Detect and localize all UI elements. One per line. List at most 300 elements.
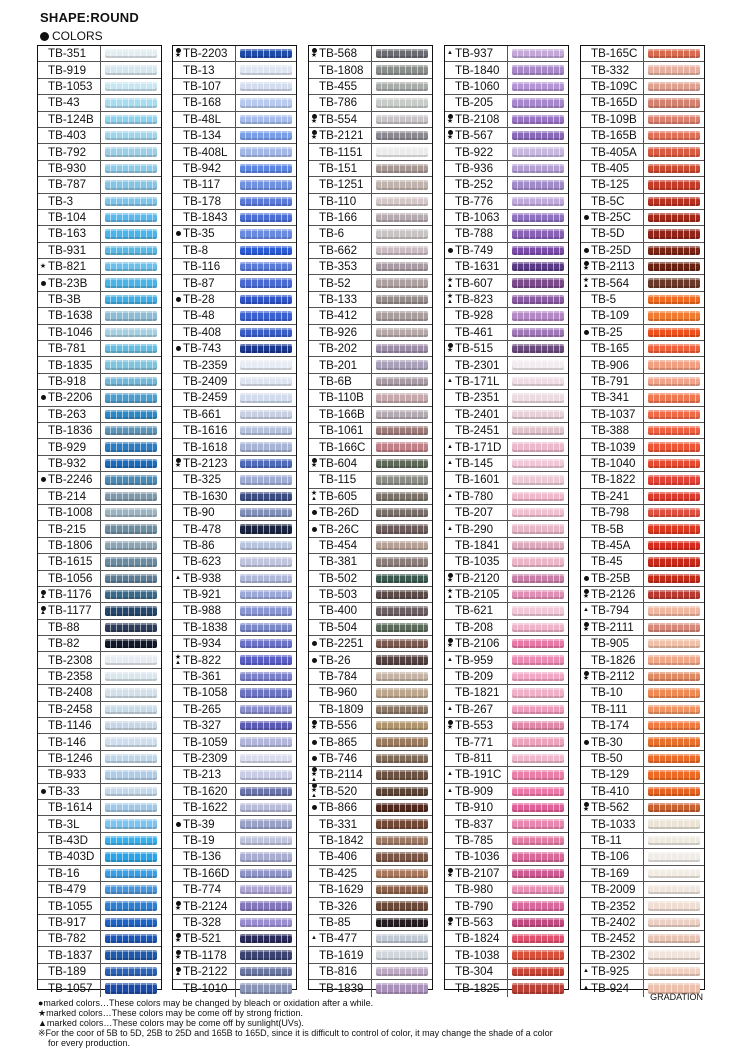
marker-icons [445,379,455,384]
color-code: TB-1837 [48,948,93,962]
dot-marker-icon [312,756,317,761]
bead-strip [240,918,292,927]
color-row [445,636,568,652]
color-label [581,259,644,274]
dot-marker-icon [448,248,453,253]
triangle-marker-icon: ▲ [583,607,589,614]
color-row [38,62,161,78]
shape-title: SHAPE:ROUND [40,10,139,25]
color-swatch [508,357,568,372]
bead-strip [240,672,292,681]
color-code: TB-109C [591,79,638,93]
color-code: TB-792 [48,145,87,159]
color-code: TB-166D [183,866,230,880]
color-swatch [236,784,296,799]
color-label [445,833,508,848]
color-row [38,849,161,865]
color-code: TB-1822 [591,473,636,487]
color-code: TB-405A [591,145,637,159]
color-code: TB-1836 [48,424,93,438]
color-row [581,325,704,341]
color-row [173,308,296,324]
color-row [581,734,704,750]
color-code: TB-2309 [183,751,228,765]
color-code: TB-1151 [319,145,363,159]
color-code: TB-2308 [48,653,93,667]
color-row [309,112,432,128]
color-label [309,194,372,209]
color-row [38,538,161,554]
color-swatch [101,849,161,864]
color-swatch [101,243,161,258]
color-swatch [644,784,704,799]
bead-strip [376,115,428,124]
bead-strip [240,213,292,222]
color-code: TB-479 [48,883,87,897]
color-label [173,144,236,159]
marker-icons [309,510,319,515]
triangle-marker-icon: ▲ [447,525,453,532]
color-swatch [508,603,568,618]
color-swatch [644,226,704,241]
color-swatch [236,489,296,504]
color-swatch [508,767,568,782]
color-label [38,472,101,487]
marker-icons [173,933,183,944]
color-code: TB-163 [48,227,87,241]
color-row [309,718,432,734]
color-row [38,636,161,652]
bead-strip [376,98,428,107]
color-label [38,652,101,667]
color-code: TB-1622 [183,801,228,815]
triangle-marker-icon: ▲ [447,50,453,57]
color-row [173,505,296,521]
color-code: TB-178 [183,194,222,208]
color-label [309,177,372,192]
color-code: TB-1619 [319,948,364,962]
color-label [173,980,236,996]
color-swatch [508,194,568,209]
color-swatch [508,112,568,127]
bead-strip [376,590,428,599]
bead-strip [240,508,292,517]
color-swatch [372,177,432,192]
color-code: TB-202 [319,342,358,356]
color-swatch [372,161,432,176]
color-row [173,489,296,505]
color-row [173,898,296,914]
color-label [309,833,372,848]
bead-strip [376,311,428,320]
color-code: TB-925 [591,965,630,979]
color-swatch [236,915,296,930]
color-swatch [372,456,432,471]
color-code: TB-110 [319,194,357,208]
color-row [38,800,161,816]
color-row [445,325,568,341]
color-label [309,112,372,127]
color-swatch [372,587,432,602]
color-swatch [236,374,296,389]
bead-strip [376,574,428,583]
color-code: TB-607 [455,276,494,290]
color-code: TB-109 [591,309,630,323]
color-code: TB-2402 [591,915,636,929]
bead-strip [240,524,292,533]
bead-strip [105,475,157,484]
color-label [309,882,372,897]
color-code: TB-924 [591,981,630,995]
marker-icons [173,48,183,59]
color-code: TB-5D [591,227,625,241]
triangle-marker-icon: ▲ [447,492,453,499]
color-label [581,784,644,799]
color-row [445,112,568,128]
color-swatch [644,62,704,77]
color-row [581,423,704,439]
color-row [581,849,704,865]
color-label [445,46,508,61]
color-swatch [372,259,432,274]
color-code: TB-85 [319,915,351,929]
color-row [581,390,704,406]
color-swatch [101,79,161,94]
color-swatch [372,308,432,323]
bead-strip [240,869,292,878]
color-code: TB-3B [48,293,81,307]
dot-marker-icon [584,248,589,253]
color-row [38,734,161,750]
bead-strip [376,950,428,959]
color-swatch [372,702,432,717]
star-marker-icon: ★ [310,724,318,732]
color-label [445,144,508,159]
color-swatch [372,292,432,307]
color-code: TB-136 [183,850,222,864]
bead-strip [105,49,157,58]
color-swatch [372,620,432,635]
color-row [38,128,161,144]
color-row [581,407,704,423]
color-row [38,292,161,308]
marker-icons [173,346,183,351]
color-code: TB-1063 [455,211,500,225]
bead-strip [512,131,564,140]
color-row [445,964,568,980]
bead-strip [648,213,700,222]
color-code: TB-960 [319,686,358,700]
color-row [581,947,704,963]
marker-icons [445,461,455,466]
color-code: TB-205 [455,96,494,110]
color-swatch [236,702,296,717]
color-row [173,538,296,554]
color-swatch [101,456,161,471]
marker-icons [173,576,183,581]
color-label [38,95,101,110]
color-code: TB-905 [591,637,630,651]
color-swatch [236,112,296,127]
color-label [38,964,101,979]
bead-strip [105,606,157,615]
color-swatch [372,538,432,553]
color-row [38,931,161,947]
bead-strip [240,295,292,304]
color-code: TB-568 [319,47,358,61]
color-code: TB-25D [591,243,631,257]
color-swatch [101,947,161,962]
color-row [309,767,432,783]
color-code: TB-1618 [183,440,228,454]
color-swatch [644,718,704,733]
bead-strip [240,606,292,615]
color-swatch [372,915,432,930]
bead-strip [240,901,292,910]
bead-strip [105,377,157,386]
color-label [445,194,508,209]
color-swatch [508,46,568,61]
bead-strip [648,82,700,91]
color-swatch [236,390,296,405]
color-code: TB-553 [455,719,494,733]
color-row [581,554,704,570]
bead-strip [648,901,700,910]
color-row [173,62,296,78]
color-code: TB-605 [319,489,358,503]
color-swatch [101,718,161,733]
star-marker-icon: ★ [446,276,454,284]
color-label [581,390,644,405]
color-swatch [644,325,704,340]
color-label [173,931,236,946]
bead-strip [240,705,292,714]
color-label [581,407,644,422]
color-row [309,95,432,111]
bead-strip [105,262,157,271]
bead-strip [105,164,157,173]
bead-strip [512,311,564,320]
bead-strip [376,655,428,664]
color-swatch [236,734,296,749]
color-swatch [644,357,704,372]
color-code: TB-30 [591,735,623,749]
color-label [581,423,644,438]
color-label [173,554,236,569]
marker-icons [38,590,48,600]
color-swatch [372,112,432,127]
color-label [38,587,101,602]
color-swatch [644,144,704,159]
bead-strip [376,492,428,501]
bead-strip [648,524,700,533]
color-row [309,538,432,554]
color-row [445,79,568,95]
color-label [173,964,236,979]
bead-strip [105,688,157,697]
color-row [581,128,704,144]
color-code: TB-928 [455,309,494,323]
color-swatch [236,423,296,438]
color-code: TB-43D [48,833,88,847]
color-label [445,341,508,356]
color-swatch [372,980,432,996]
bead-strip [105,672,157,681]
color-code: TB-332 [591,63,630,77]
color-code: TB-328 [183,915,222,929]
bead-strip [240,246,292,255]
color-swatch [372,341,432,356]
bead-strip [105,344,157,353]
color-swatch [101,341,161,356]
bead-strip [648,246,700,255]
color-code: TB-125 [591,178,630,192]
bead-strip [240,934,292,943]
color-swatch [101,407,161,422]
color-code: TB-403D [48,850,95,864]
color-label [445,915,508,930]
color-code: TB-1842 [319,833,364,847]
color-swatch [236,259,296,274]
bead-strip [648,508,700,517]
star-marker-icon: ★ [310,134,318,142]
bead-strip [376,885,428,894]
bead-strip [240,278,292,287]
color-row [38,669,161,685]
color-row [173,931,296,947]
color-code: TB-109B [591,112,637,126]
color-label [38,800,101,815]
color-code: TB-503 [319,588,358,602]
bullet-icon [40,32,49,41]
color-label [38,489,101,504]
color-label [581,210,644,225]
color-label [173,161,236,176]
color-label [38,620,101,635]
color-swatch [508,554,568,569]
triangle-marker-icon: ▲ [447,771,453,778]
color-label [581,866,644,881]
marker-icons [309,805,319,810]
color-code: TB-774 [183,883,222,897]
color-row [309,587,432,603]
color-row [309,226,432,242]
color-code: TB-788 [455,227,494,241]
color-row [581,767,704,783]
color-row [581,636,704,652]
bead-strip [648,770,700,779]
color-label [38,144,101,159]
color-row [581,243,704,259]
color-row [445,505,568,521]
color-label [309,144,372,159]
color-code: TB-213 [183,768,222,782]
color-label [445,439,508,454]
bead-strip [648,311,700,320]
color-swatch [508,652,568,667]
color-column-2 [172,45,297,995]
color-swatch [508,784,568,799]
color-code: TB-265 [183,702,222,716]
bead-strip [512,787,564,796]
bead-strip [376,360,428,369]
color-row [581,931,704,947]
bead-strip [648,574,700,583]
color-code: TB-926 [319,325,358,339]
color-label [309,816,372,831]
color-code: TB-621 [455,604,494,618]
bead-strip [105,197,157,206]
color-code: TB-165 [591,342,630,356]
color-swatch [101,636,161,651]
color-row [581,538,704,554]
color-code: TB-1056 [48,571,93,585]
bead-strip [648,360,700,369]
bead-strip [648,377,700,386]
color-code: TB-662 [319,243,358,257]
color-label [173,538,236,553]
bead-strip [648,426,700,435]
color-label [38,718,101,733]
bead-strip [512,98,564,107]
bead-strip [512,574,564,583]
bead-strip [512,623,564,632]
color-code: TB-166 [319,211,358,225]
triangle-marker-icon: ▲ [447,282,453,289]
color-label [173,784,236,799]
color-code: TB-2251 [319,637,364,651]
color-row [38,423,161,439]
color-label [173,652,236,667]
color-row [581,161,704,177]
color-swatch [508,325,568,340]
color-swatch [101,226,161,241]
color-swatch [101,62,161,77]
color-label [173,292,236,307]
color-code: TB-937 [455,47,494,61]
star-marker-icon: ★ [174,937,182,945]
color-label [173,439,236,454]
color-swatch [644,46,704,61]
marker-icons [38,395,48,400]
bead-strip [240,475,292,484]
bead-strip [648,459,700,468]
color-row [173,784,296,800]
color-label [309,800,372,815]
color-row [38,833,161,849]
color-swatch [644,128,704,143]
color-swatch [236,357,296,372]
bead-strip [240,983,292,993]
marker-icons [445,917,455,928]
color-swatch [236,144,296,159]
color-swatch [236,62,296,77]
marker-icons [445,114,455,125]
color-label [309,275,372,290]
bead-strip [376,377,428,386]
color-swatch [101,489,161,504]
color-row [309,161,432,177]
color-label [38,46,101,61]
color-code: TB-1809 [319,702,364,716]
bead-strip [648,49,700,58]
color-label [173,849,236,864]
color-swatch [644,177,704,192]
color-swatch [236,751,296,766]
bead-strip [376,852,428,861]
bead-strip [512,819,564,828]
color-code: TB-784 [319,670,358,684]
